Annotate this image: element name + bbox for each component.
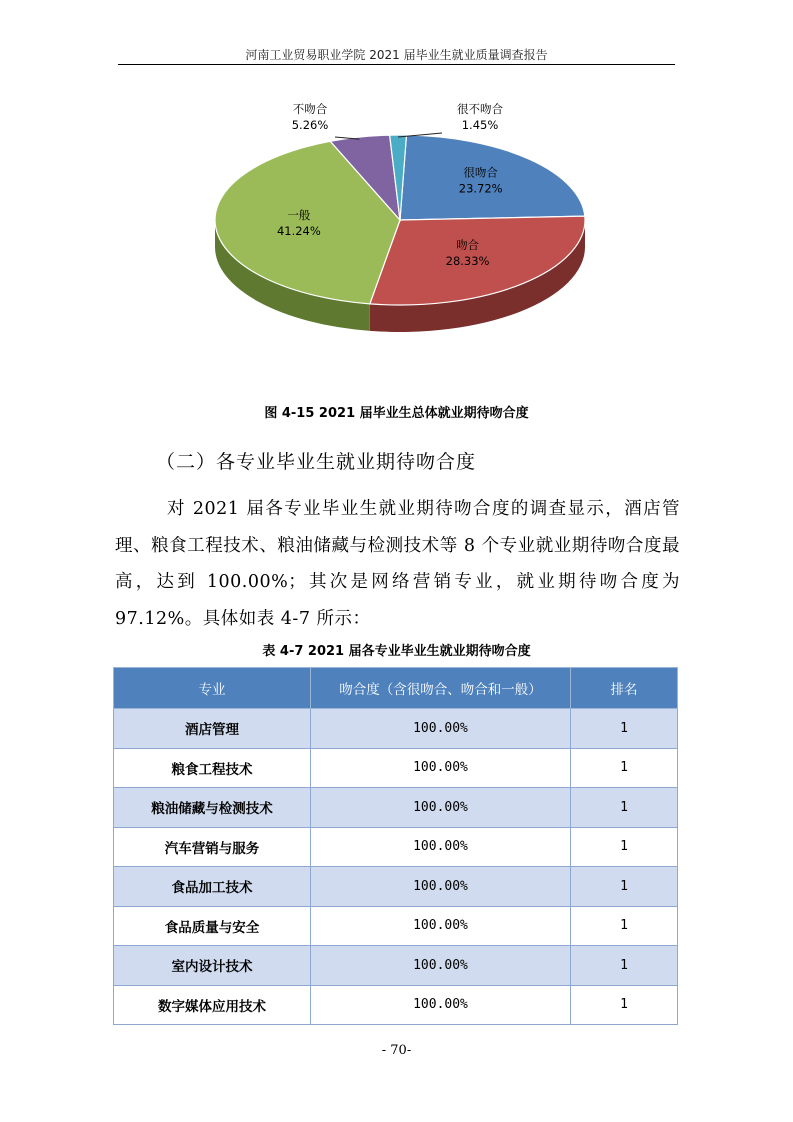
cell-major: 室内设计技术 [114, 946, 311, 986]
cell-rank: 1 [571, 827, 678, 867]
pie-value-label-1: 28.33% [445, 253, 490, 268]
cell-rate: 100.00% [311, 946, 571, 986]
pie-label-一般: 一般 [287, 208, 311, 223]
cell-rate: 100.00% [311, 827, 571, 867]
cell-rank: 1 [571, 906, 678, 946]
cell-major: 粮食工程技术 [114, 748, 311, 788]
table-row [114, 946, 678, 986]
cell-rate: 100.00% [311, 867, 571, 907]
column-header-rank: 排名 [571, 668, 678, 709]
column-header-rate: 吻合度（含很吻合、吻合和一般） [311, 668, 571, 709]
cell-rate: 100.00% [311, 748, 571, 788]
cell-rank: 1 [571, 946, 678, 986]
table-caption: 表 4-7 2021 届各专业毕业生就业期待吻合度 [262, 644, 531, 659]
header-rule [118, 64, 675, 65]
cell-rate: 100.00% [311, 788, 571, 828]
pie-label-不吻合: 不吻合 [292, 102, 328, 116]
figure-caption: 图 4-15 2021 届毕业生总体就业期待吻合度 [264, 406, 529, 421]
cell-rank: 1 [571, 748, 678, 788]
cell-rate: 100.00% [311, 906, 571, 946]
page-header: 河南工业贸易职业学院 2021 届毕业生就业质量调查报告 [245, 48, 548, 62]
body-paragraph: 对 2021 届各专业毕业生就业期待吻合度的调查显示，酒店管理、粮食工程技术、粮油储藏与检测技术等 8 个专业就业期待吻合度最高，达到 100.00%；其次是网络营销专业，就业期待吻合度为 97.12%。具体如表 4-7 所示： [115, 499, 680, 629]
cell-rank: 1 [571, 788, 678, 828]
pie-value-label-0: 23.72% [458, 181, 503, 196]
pie-chart-svg [180, 95, 600, 365]
column-header-major: 专业 [114, 668, 311, 709]
cell-rate: 100.00% [311, 985, 571, 1025]
table-row [114, 709, 678, 749]
table-row [114, 985, 678, 1025]
section-heading: （二）各专业毕业生就业期待吻合度 [156, 451, 477, 473]
cell-major: 汽车营销与服务 [114, 827, 311, 867]
pie-label-很不吻合: 很不吻合 [457, 102, 503, 116]
pie-value-label-3: 5.26% [291, 118, 329, 132]
pie-value-label-4: 1.45% [461, 118, 499, 132]
table-row [114, 827, 678, 867]
cell-rank: 1 [571, 867, 678, 907]
cell-rate: 100.00% [311, 709, 571, 749]
cell-major: 食品质量与安全 [114, 906, 311, 946]
pie-chart [180, 95, 600, 365]
cell-major: 数字媒体应用技术 [114, 985, 311, 1025]
pie-label-吻合: 吻合 [456, 237, 480, 252]
cell-major: 酒店管理 [114, 709, 311, 749]
cell-rank: 1 [571, 985, 678, 1025]
cell-major: 粮油储藏与检测技术 [114, 788, 311, 828]
table-row [114, 748, 678, 788]
table-header-row [114, 668, 678, 709]
cell-major: 食品加工技术 [114, 867, 311, 907]
pie-label-很吻合: 很吻合 [463, 165, 498, 180]
table-row [114, 867, 678, 907]
pie-value-label-2: 41.24% [276, 224, 321, 239]
table-row [114, 906, 678, 946]
major-match-table [113, 667, 678, 1025]
table-row [114, 788, 678, 828]
cell-rank: 1 [571, 709, 678, 749]
page-number: - 70- [381, 1043, 412, 1058]
